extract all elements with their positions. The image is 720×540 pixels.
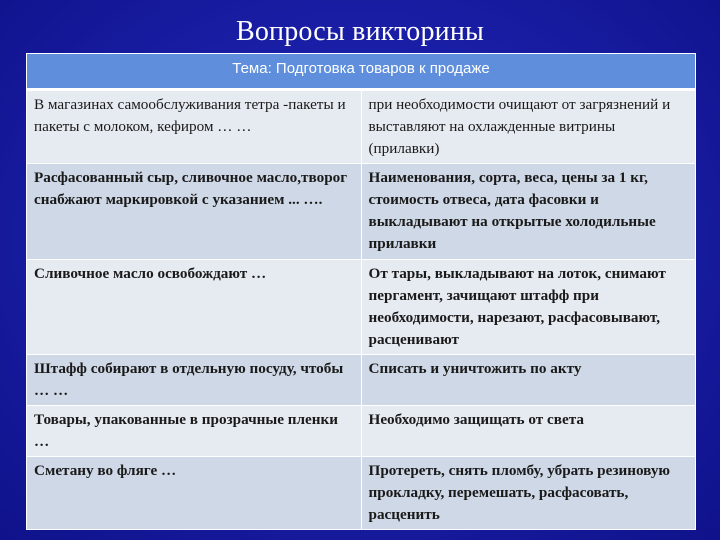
question-cell: В магазинах самообслуживания тетра -пакеты и пакеты с молоком, кефиром … … — [27, 90, 362, 164]
question-cell: Сметану во фляге … — [27, 457, 362, 530]
slide-title: Вопросы викторины — [235, 16, 485, 47]
table-row — [27, 355, 696, 406]
table-header-row — [27, 54, 696, 90]
question-cell: Товары, упакованные в прозрачные пленки … — [27, 406, 362, 457]
table-row — [27, 457, 696, 530]
quiz-table — [26, 53, 696, 530]
table-row — [27, 164, 696, 260]
table-row — [27, 260, 696, 355]
question-cell: Расфасованный сыр, сливочное масло,творог снабжают маркировкой с указанием ... …. — [27, 164, 362, 260]
answer-cell: Протереть, снять пломбу, убрать резиновую прокладку, перемешать, расфасовать, расценить — [361, 457, 696, 530]
question-cell: Сливочное масло освобождают … — [27, 260, 362, 355]
answer-cell: Наименования, сорта, веса, цены за 1 кг, стоимость отвеса, дата фасовки и выкладывают на открытые холодильные прилавки — [361, 164, 696, 260]
answer-cell: Необходимо защищать от света — [361, 406, 696, 457]
answer-cell: Списать и уничтожить по акту — [361, 355, 696, 406]
table-header: Тема: Подготовка товаров к продаже — [27, 54, 696, 90]
answer-cell: От тары, выкладывают на лоток, снимают пергамент, зачищают штафф при необходимости, нарезают, расфасовывают, расценивают — [361, 260, 696, 355]
answer-cell: при необходимости очищают от загрязнений и выставляют на охлажденные витрины (прилавки) — [361, 90, 696, 164]
table-row — [27, 90, 696, 164]
table-row — [27, 406, 696, 457]
question-cell: Штафф собирают в отдельную посуду, чтобы … … — [27, 355, 362, 406]
